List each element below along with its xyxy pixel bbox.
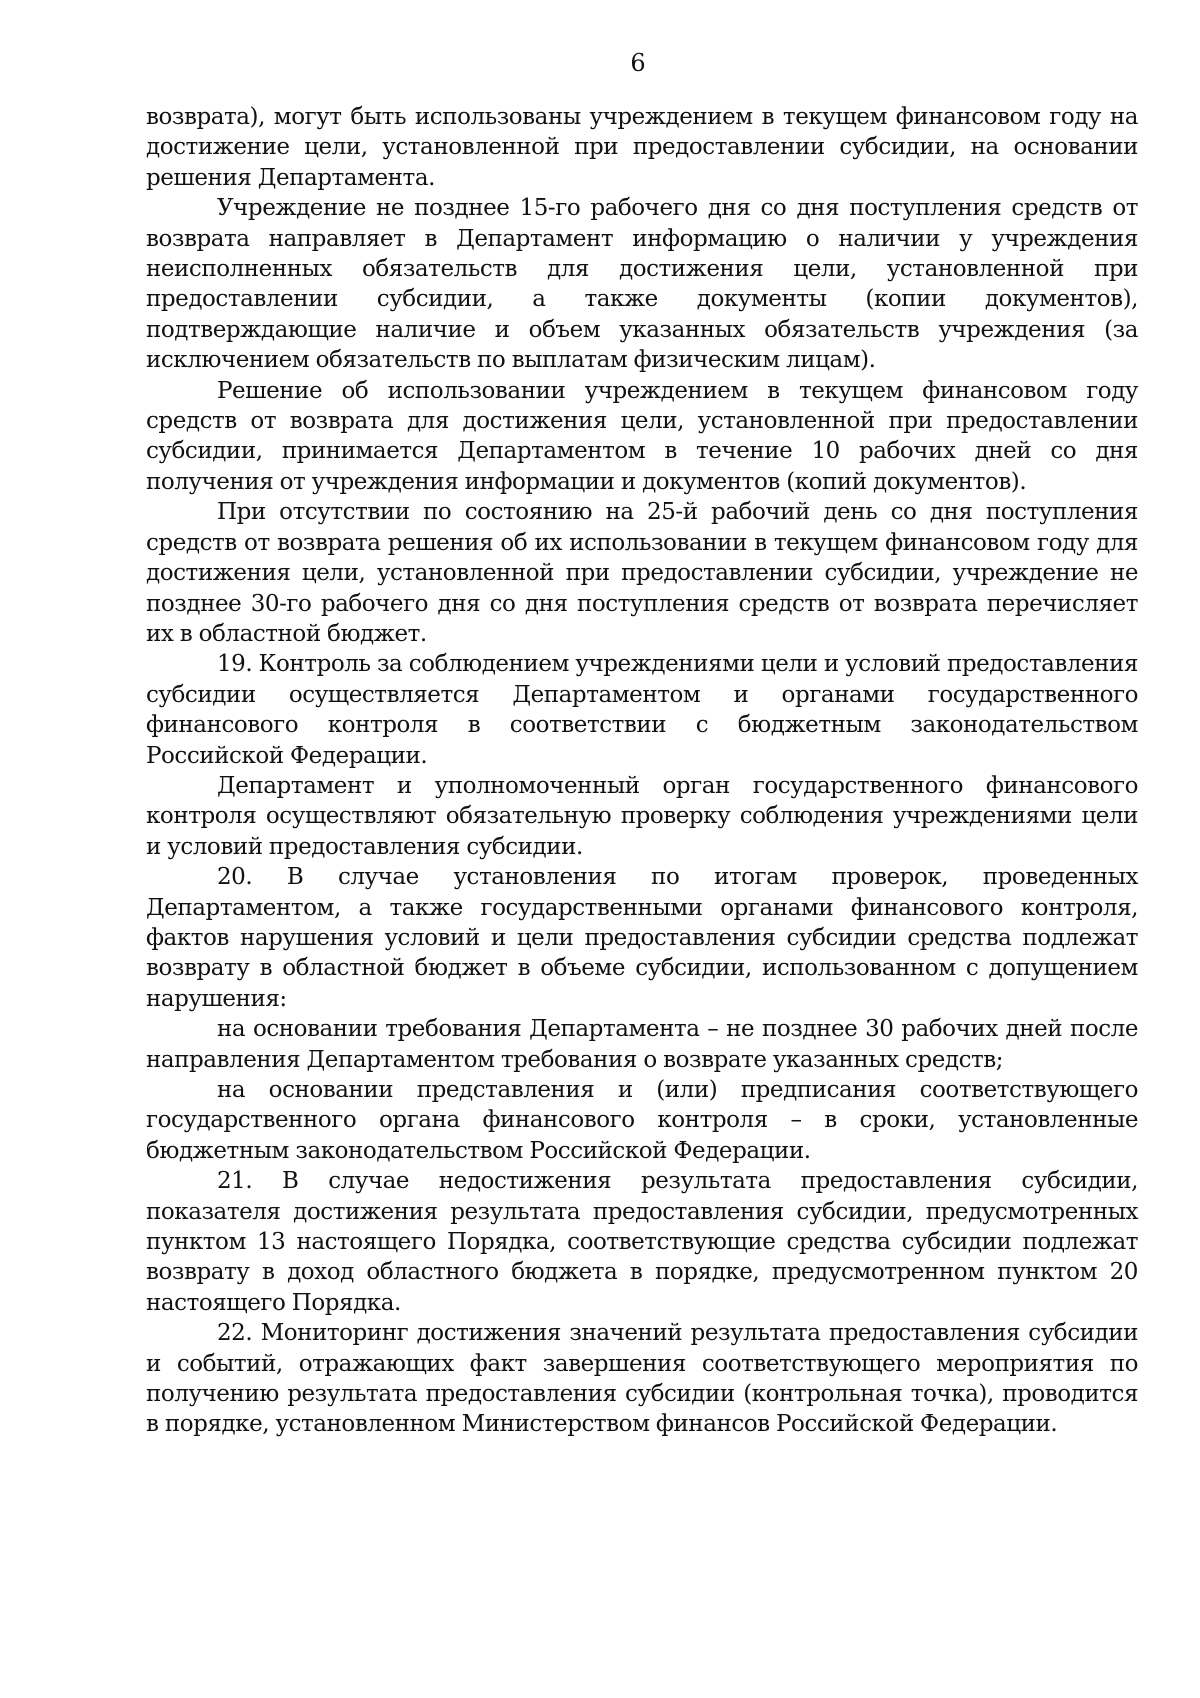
- paragraph-clause-22: 22. Мониторинг достижения значений результата предоставления субсидии и событий, отражающих факт завершения соответствующего мероприятия по получению результата предоставления субсидии (контрольная точка), проводится в порядке, установленном Министерством финансов Российской Федерации.: [146, 1320, 1138, 1438]
- paragraph-decision: Решение об использовании учреждением в текущем финансовом году средств от возврата для достижения цели, установленной при предоставлении субсидии, принимается Департаментом в течение 10 рабочих дней со дня получения от учреждения информации и документов (копий документов).: [146, 377, 1138, 495]
- paragraph-department-requirement: на основании требования Департамента – не позднее 30 рабочих дней после направления Департаментом требования о возврате указанных средств;: [146, 1016, 1138, 1073]
- paragraph-clause-20: 20. В случае установления по итогам проверок, проведенных Департаментом, а также государственными органами финансового контроля, фактов нарушения условий и цели предоставления субсидии средства подлежат возврату в областной бюджет в объеме субсидии, использованном с допущением нарушения:: [146, 864, 1138, 1012]
- paragraph-control-body-order: на основании представления и (или) предписания соответствующего государственного органа финансового контроля – в сроки, установленные бюджетным законодательством Российской Федерации.: [146, 1077, 1138, 1164]
- paragraph-clause-19: 19. Контроль за соблюдением учреждениями цели и условий предоставления субсидии осуществляется Департаментом и органами государственного финансового контроля в соответствии с бюджетным законодательством Российской Федерации.: [146, 651, 1138, 769]
- paragraph-continuation: возврата), могут быть использованы учреждением в текущем финансовом году на достижение цели, установленной при предоставлении субсидии, на основании решения Департамента.: [146, 104, 1138, 191]
- document-body: [146, 102, 1138, 1440]
- paragraph-mandatory-check: Департамент и уполномоченный орган государственного финансового контроля осуществляют обязательную проверку соблюдения учреждениями цели и условий предоставления субсидии.: [146, 772, 1138, 860]
- paragraph-clause-21: 21. В случае недостижения результата предоставления субсидии, показателя достижения результата предоставления субсидии, предусмотренных пунктом 13 настоящего Порядка, соответствующие средства субсидии подлежат возврату в доход областного бюджета в порядке, предусмотренном пунктом 20 настоящего Порядка.: [146, 1168, 1138, 1316]
- paragraph-report-deadline: Учреждение не позднее 15-го рабочего дня со дня поступления средств от возврата направляет в Департамент информацию о наличии у учреждения неисполненных обязательств для достижения цели, установленной при предоставлении субсидии, а также документы (копии документов), подтверждающие наличие и объем указанных обязательств учреждения (за исключением обязательств по выплатам физическим лицам).: [146, 195, 1138, 374]
- page-number: 6: [630, 49, 646, 77]
- paragraph-absence-of-decision: При отсутствии по состоянию на 25-й рабочий день со дня поступления средств от возврата решения об их использовании в текущем финансовом году для достижения цели, установленной при предоставлении субсидии, учреждение не позднее 30-го рабочего дня со дня поступления средств от возврата перечисляет их в областной бюджет.: [146, 499, 1138, 647]
